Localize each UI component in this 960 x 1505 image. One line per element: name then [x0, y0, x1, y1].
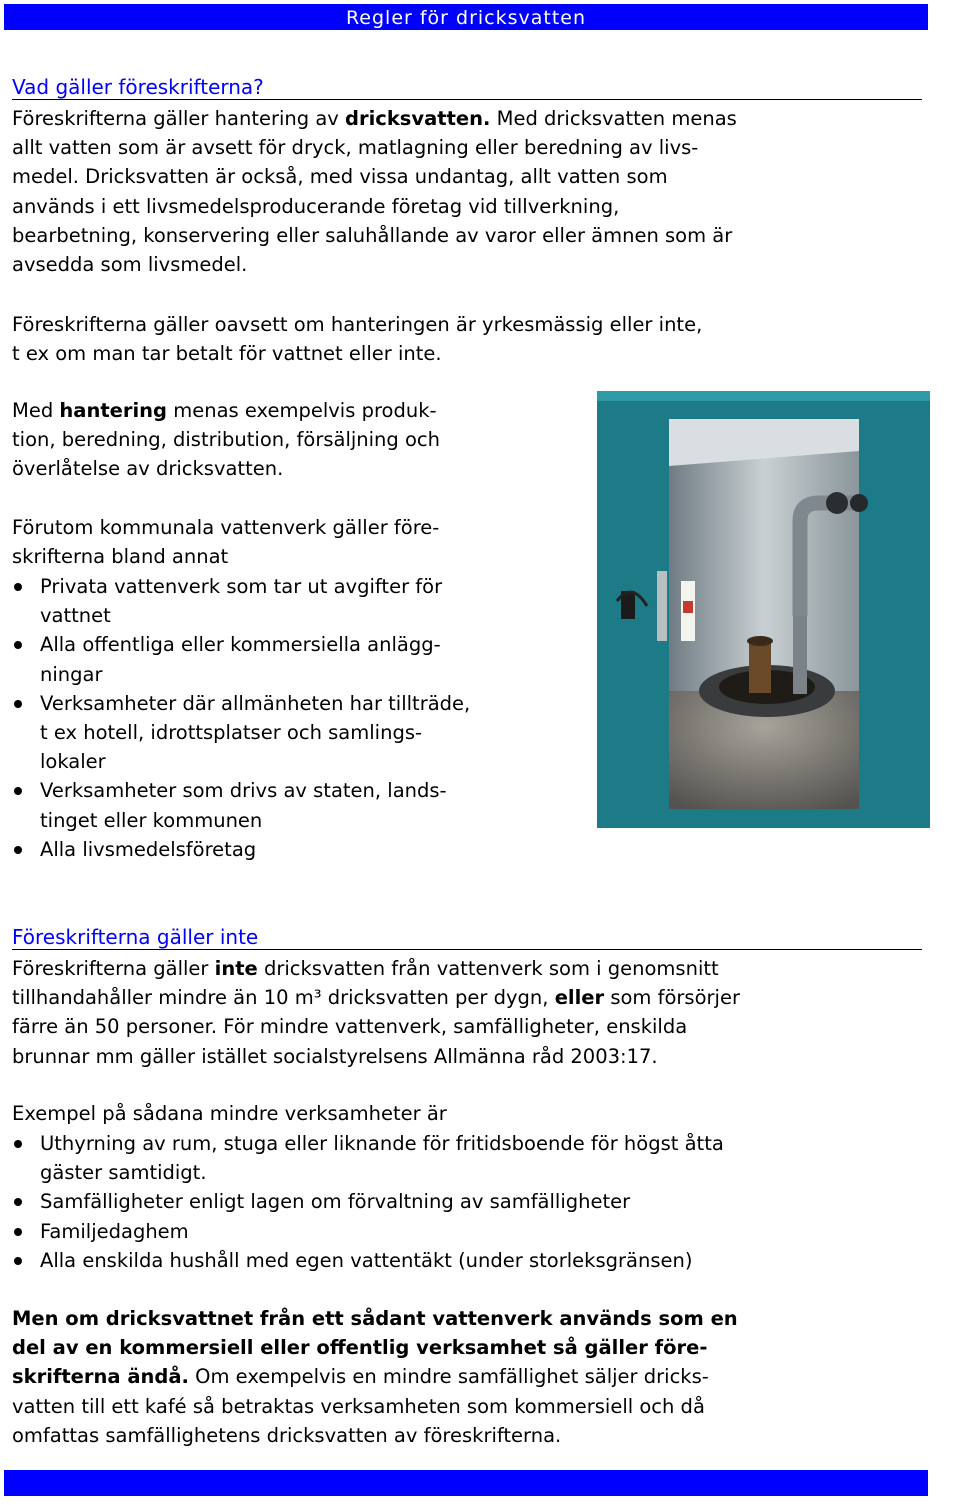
text-line: skrifterna ändå. Om exempelvis en mindre samfällighet säljer dricks- [12, 1365, 709, 1389]
list-item: Privata vattenverk som tar ut avgifter för vattnet [12, 572, 470, 630]
header-banner [4, 4, 928, 30]
paragraph-scope-definition [12, 104, 737, 279]
text-line: Föreskrifterna gäller hantering av dricksvatten. Med dricksvatten menas [12, 107, 737, 130]
list-item: Alla offentliga eller kommersiella anlägg- ningar [12, 630, 470, 688]
section-heading-scope: Vad gäller föreskrifterna? [12, 75, 922, 100]
text-line: allt vatten som är avsett för dryck, matlagning eller beredning av livs- [12, 136, 699, 160]
paragraph-besides [12, 513, 439, 571]
list-item: Uthyrning av rum, stuga eller liknande för fritidsboende för högst åtta gäster samtidigt. [12, 1129, 724, 1187]
text-line: används i ett livsmedelsproducerande företag vid tillverkning, [12, 194, 620, 218]
text-line: Med hantering menas exempelvis produk- [12, 399, 437, 422]
text-line: överlåtelse av dricksvatten. [12, 457, 284, 481]
text-line: Men om dricksvattnet från ett sådant vattenverk används som en [12, 1307, 738, 1330]
paragraph-commercial-note [12, 1304, 738, 1450]
text-line: brunnar mm gäller istället socialstyrelsens Allmänna råd 2003:17. [12, 1044, 658, 1068]
list-item: Alla enskilda hushåll med egen vattentäkt (under storleksgränsen) [12, 1246, 724, 1275]
text-line: färre än 50 personer. För mindre vattenverk, samfälligheter, enskilda [12, 1015, 688, 1039]
text-line: tion, beredning, distribution, försäljning och [12, 428, 441, 452]
text-line: Exempel på sådana mindre verksamheter är [12, 1102, 447, 1125]
text-line: Föreskrifterna gäller oavsett om hanteringen är yrkesmässig eller inte, [12, 313, 703, 336]
paragraph-handling [12, 396, 440, 484]
text-line: avsedda som livsmedel. [12, 253, 248, 277]
text-line: Föreskrifterna gäller inte dricksvatten från vattenverk som i genomsnitt [12, 957, 719, 980]
list-item: Verksamheter som drivs av staten, lands- tinget eller kommunen [12, 776, 470, 834]
text-line: del av en kommersiell eller offentlig verksamhet så gäller före- [12, 1336, 708, 1360]
text-line: vatten till ett kafé så betraktas verksamheten som kommersiell och då [12, 1394, 705, 1418]
paragraph-examples-intro [12, 1099, 447, 1128]
text-line: omfattas samfällighetens dricksvatten av föreskrifterna. [12, 1423, 562, 1447]
list-item: Samfälligheter enligt lagen om förvaltning av samfälligheter [12, 1187, 724, 1216]
paragraph-regardless [12, 310, 702, 368]
text-line: Förutom kommunala vattenverk gäller före- [12, 516, 440, 539]
exceptions-list [12, 1129, 724, 1275]
list-item: Familjedaghem [12, 1217, 724, 1246]
text-line: bearbetning, konservering eller saluhållande av varor eller ämnen som är [12, 223, 733, 247]
paragraph-exceptions [12, 954, 740, 1071]
text-line: skrifterna bland annat [12, 545, 229, 569]
applies-to-list [12, 572, 470, 864]
section-heading-exceptions: Föreskrifterna gäller inte [12, 925, 922, 950]
water-well-pump-photo [597, 391, 930, 828]
footer-banner [4, 1470, 928, 1496]
text-line: medel. Dricksvatten är också, med vissa undantag, allt vatten som [12, 165, 668, 189]
list-item: Verksamheter där allmänheten har tillträde, t ex hotell, idrottsplatser och samlings- lokaler [12, 689, 470, 777]
text-line: tillhandahåller mindre än 10 m³ dricksvatten per dygn, eller som försörjer [12, 986, 740, 1010]
list-item: Alla livsmedelsföretag [12, 835, 470, 864]
text-line: t ex om man tar betalt för vattnet eller inte. [12, 342, 442, 366]
page-title: Regler för dricksvatten [345, 7, 587, 29]
